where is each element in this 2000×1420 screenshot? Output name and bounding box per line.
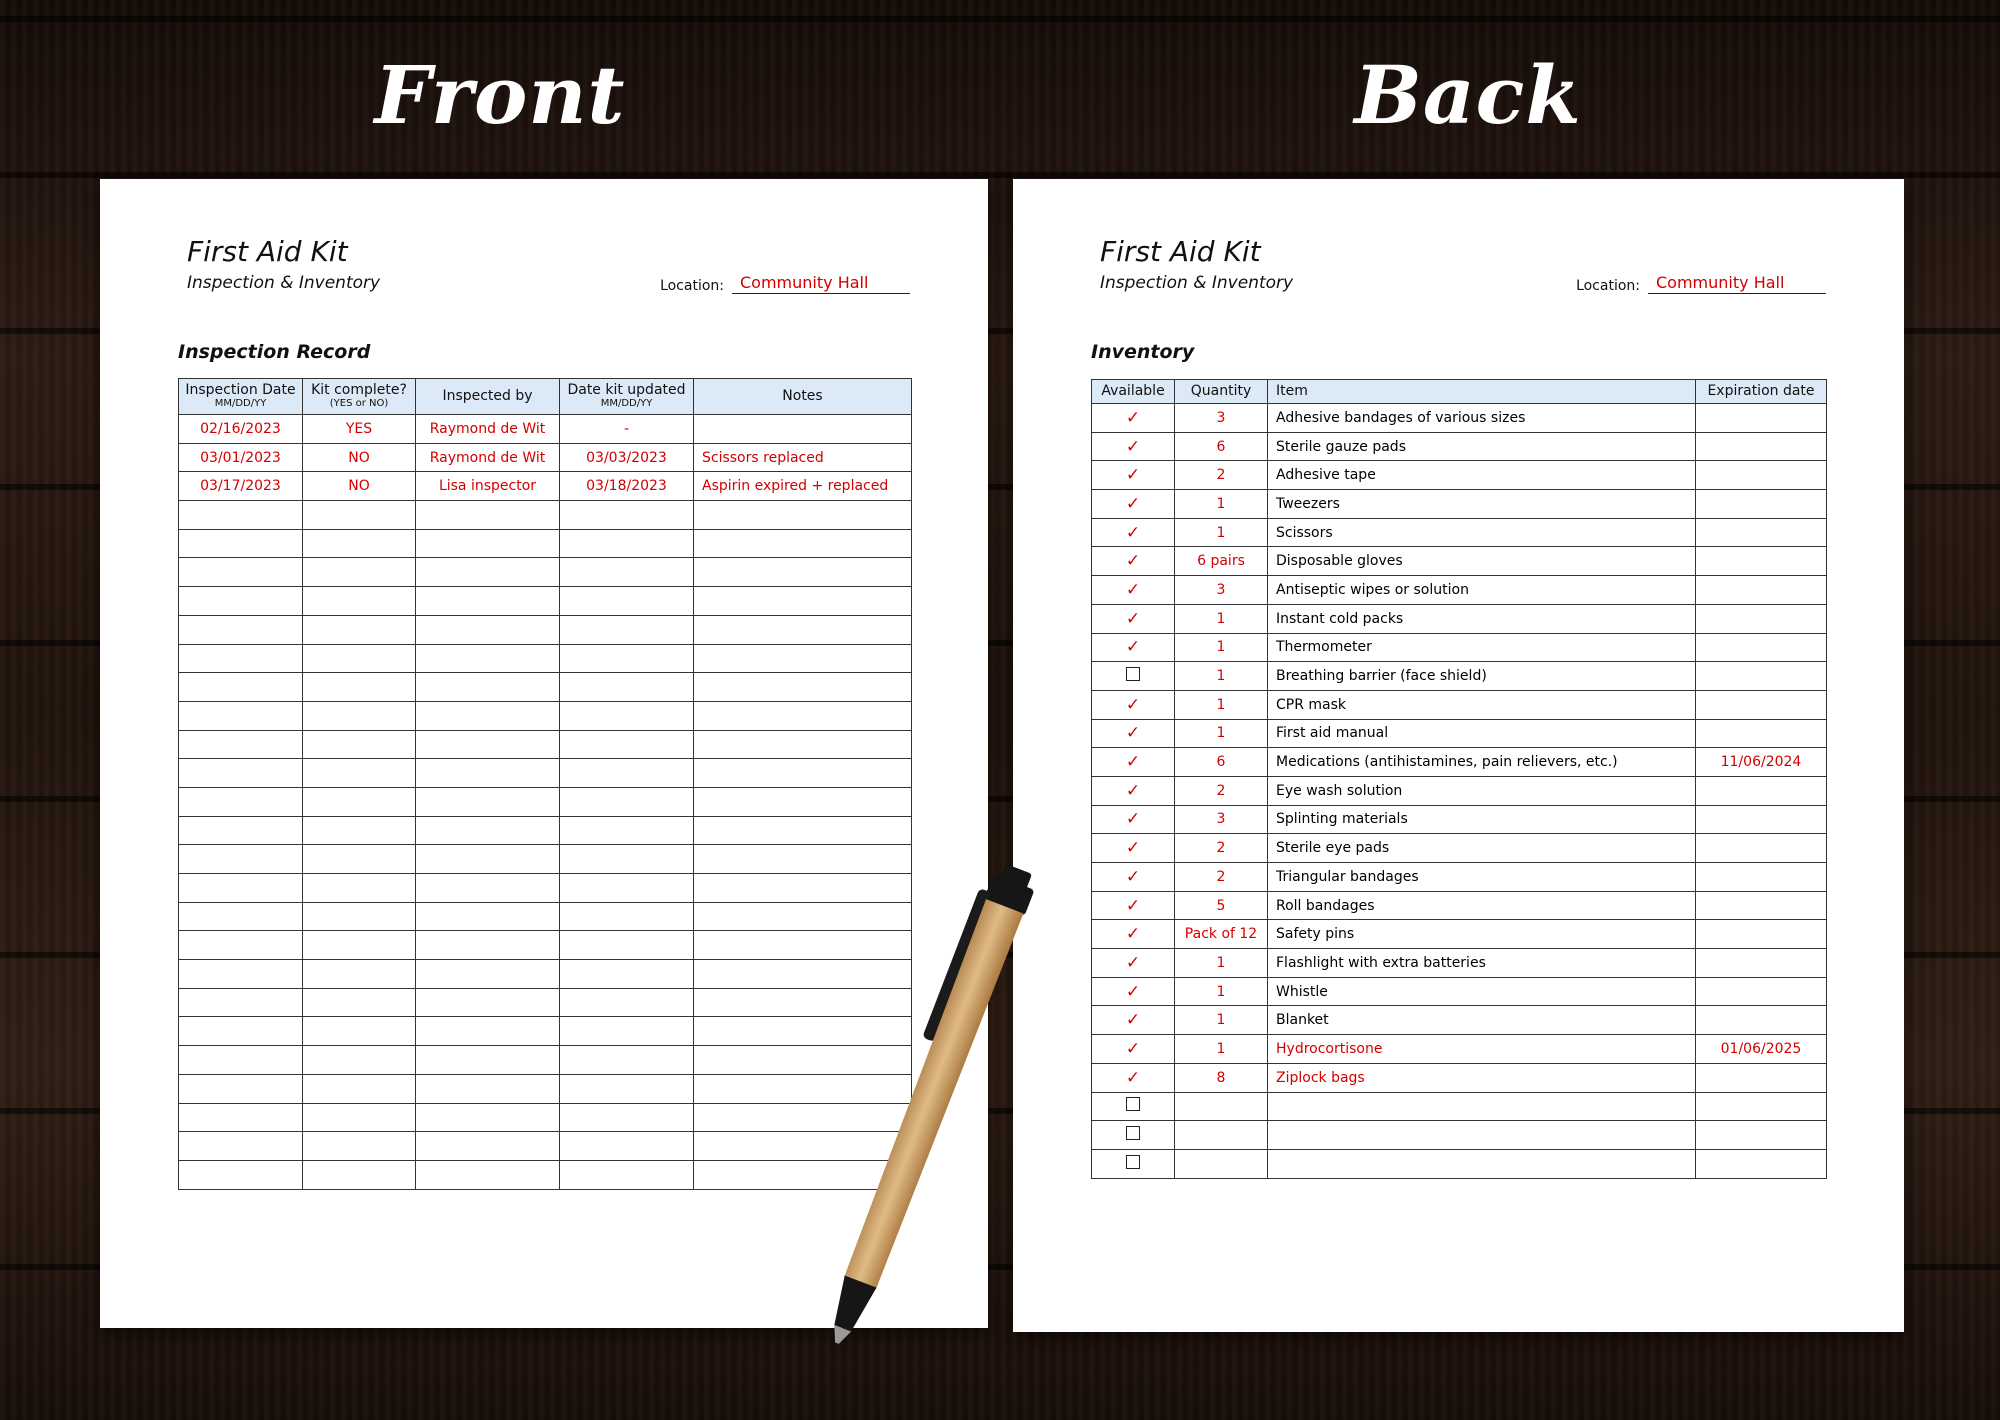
quantity-cell[interactable]: 2 <box>1175 776 1268 805</box>
table-cell[interactable]: 03/01/2023 <box>179 443 303 472</box>
check-mark-icon: ✓ <box>1125 1010 1141 1031</box>
inventory-col-header: Quantity <box>1175 380 1268 404</box>
check-mark-icon: ✓ <box>1125 436 1141 457</box>
quantity-cell[interactable]: 2 <box>1175 863 1268 892</box>
column-label: Inspection Date <box>185 382 296 398</box>
form-title: First Aid Kit <box>1100 235 1261 268</box>
column-format-hint: (YES or NO) <box>329 398 389 409</box>
quantity-cell[interactable]: 3 <box>1175 576 1268 605</box>
quantity-cell[interactable]: 1 <box>1175 633 1268 662</box>
quantity-cell[interactable]: 6 <box>1175 432 1268 461</box>
expiration-cell[interactable]: 01/06/2025 <box>1696 1035 1827 1064</box>
quantity-cell[interactable]: 1 <box>1175 977 1268 1006</box>
quantity-cell[interactable]: 6 pairs <box>1175 547 1268 576</box>
check-mark-icon: ✓ <box>1125 694 1141 715</box>
check-mark-icon: ✓ <box>1125 1038 1141 1059</box>
table-cell[interactable]: Raymond de Wit <box>416 443 560 472</box>
quantity-cell[interactable]: 1 <box>1175 719 1268 748</box>
check-mark-icon: ✓ <box>1125 493 1141 514</box>
front-heading: Front <box>374 48 626 142</box>
table-cell[interactable]: Raymond de Wit <box>416 415 560 444</box>
table-cell[interactable]: NO <box>303 472 416 501</box>
table-cell[interactable]: Scissors replaced <box>694 443 912 472</box>
table-cell[interactable]: Lisa inspector <box>416 472 560 501</box>
check-mark-icon: ✓ <box>1125 924 1141 945</box>
item-cell[interactable]: Instant cold packs <box>1268 604 1696 633</box>
check-mark-icon: ✓ <box>1125 608 1141 629</box>
item-cell[interactable]: Scissors <box>1268 518 1696 547</box>
column-label: Inspected by <box>442 388 533 404</box>
quantity-cell[interactable]: 1 <box>1175 604 1268 633</box>
inventory-col-header: Available <box>1092 380 1175 404</box>
check-mark-icon: ✓ <box>1125 1067 1141 1088</box>
location-label: Location: <box>660 278 724 294</box>
item-cell[interactable]: Thermometer <box>1268 633 1696 662</box>
table-cell[interactable]: YES <box>303 415 416 444</box>
quantity-cell[interactable]: 1 <box>1175 518 1268 547</box>
check-mark-icon: ✓ <box>1125 723 1141 744</box>
back-heading: Back <box>1354 48 1582 142</box>
quantity-cell[interactable]: 3 <box>1175 805 1268 834</box>
item-cell[interactable]: Blanket <box>1268 1006 1696 1035</box>
quantity-cell[interactable]: 1 <box>1175 1035 1268 1064</box>
check-mark-icon: ✓ <box>1125 866 1141 887</box>
check-mark-icon: ✓ <box>1125 752 1141 773</box>
quantity-cell[interactable]: 3 <box>1175 404 1268 433</box>
check-mark-icon: ✓ <box>1125 637 1141 658</box>
location-value[interactable]: Community Hall <box>1648 273 1826 294</box>
quantity-cell[interactable]: Pack of 12 <box>1175 920 1268 949</box>
item-cell[interactable]: Hydrocortisone <box>1268 1035 1696 1064</box>
table-cell[interactable]: 03/17/2023 <box>179 472 303 501</box>
section-title-inspection: Inspection Record <box>178 341 371 363</box>
check-mark-icon: ✓ <box>1125 952 1141 973</box>
item-cell[interactable]: Sterile gauze pads <box>1268 432 1696 461</box>
form-title: First Aid Kit <box>187 235 348 268</box>
item-cell[interactable]: Antiseptic wipes or solution <box>1268 576 1696 605</box>
check-mark-icon: ✓ <box>1125 551 1141 572</box>
item-cell[interactable]: Adhesive tape <box>1268 461 1696 490</box>
location-label: Location: <box>1576 278 1640 294</box>
check-mark-icon: ✓ <box>1125 838 1141 859</box>
column-format-hint: MM/DD/YY <box>214 398 267 409</box>
form-subtitle: Inspection & Inventory <box>1100 273 1294 293</box>
check-mark-icon: ✓ <box>1125 465 1141 486</box>
quantity-cell[interactable]: 8 <box>1175 1063 1268 1092</box>
item-cell[interactable]: Breathing barrier (face shield) <box>1268 662 1696 691</box>
item-cell[interactable]: Medications (antihistamines, pain relievers, etc.) <box>1268 748 1696 777</box>
item-cell[interactable]: Disposable gloves <box>1268 547 1696 576</box>
quantity-cell[interactable]: 1 <box>1175 949 1268 978</box>
table-cell[interactable]: 03/03/2023 <box>560 443 694 472</box>
quantity-cell[interactable]: 1 <box>1175 690 1268 719</box>
check-mark-icon: ✓ <box>1125 522 1141 543</box>
quantity-cell[interactable]: 1 <box>1175 490 1268 519</box>
expiration-cell[interactable]: 11/06/2024 <box>1696 748 1827 777</box>
form-subtitle: Inspection & Inventory <box>187 273 381 293</box>
inventory-col-header: Item <box>1268 380 1696 404</box>
quantity-cell[interactable]: 2 <box>1175 461 1268 490</box>
check-mark-icon: ✓ <box>1125 895 1141 916</box>
location-value[interactable]: Community Hall <box>732 273 910 294</box>
item-cell[interactable]: Whistle <box>1268 977 1696 1006</box>
table-cell[interactable]: NO <box>303 443 416 472</box>
column-format-hint: MM/DD/YY <box>600 398 653 409</box>
table-cell[interactable]: 02/16/2023 <box>179 415 303 444</box>
item-cell[interactable]: Roll bandages <box>1268 891 1696 920</box>
inventory-col-header: Expiration date <box>1696 380 1827 404</box>
section-title-inventory: Inventory <box>1091 341 1195 363</box>
check-mark-icon: ✓ <box>1125 407 1141 428</box>
quantity-cell[interactable]: 1 <box>1175 662 1268 691</box>
check-mark-icon: ✓ <box>1125 981 1141 1002</box>
table-cell[interactable]: Aspirin expired + replaced <box>694 472 912 501</box>
check-mark-icon: ✓ <box>1125 579 1141 600</box>
item-cell[interactable]: CPR mask <box>1268 690 1696 719</box>
quantity-cell[interactable]: 2 <box>1175 834 1268 863</box>
item-cell[interactable]: Eye wash solution <box>1268 776 1696 805</box>
table-cell[interactable]: - <box>560 415 694 444</box>
item-cell[interactable]: Sterile eye pads <box>1268 834 1696 863</box>
check-mark-icon: ✓ <box>1125 809 1141 830</box>
item-cell[interactable]: Tweezers <box>1268 490 1696 519</box>
item-cell[interactable]: Safety pins <box>1268 920 1696 949</box>
item-cell[interactable]: Triangular bandages <box>1268 863 1696 892</box>
item-cell[interactable]: Flashlight with extra batteries <box>1268 949 1696 978</box>
check-mark-icon: ✓ <box>1125 780 1141 801</box>
item-cell[interactable]: Adhesive bandages of various sizes <box>1268 404 1696 433</box>
quantity-cell[interactable]: 1 <box>1175 1006 1268 1035</box>
quantity-cell[interactable]: 6 <box>1175 748 1268 777</box>
column-label: Date kit updated <box>567 382 686 398</box>
item-cell[interactable]: Ziplock bags <box>1268 1063 1696 1092</box>
quantity-cell[interactable]: 5 <box>1175 891 1268 920</box>
column-label: Kit complete? <box>311 382 407 398</box>
item-cell[interactable]: Splinting materials <box>1268 805 1696 834</box>
column-label: Notes <box>782 388 823 404</box>
pen-barrel <box>841 899 1023 1291</box>
item-cell[interactable]: First aid manual <box>1268 719 1696 748</box>
table-cell[interactable]: 03/18/2023 <box>560 472 694 501</box>
